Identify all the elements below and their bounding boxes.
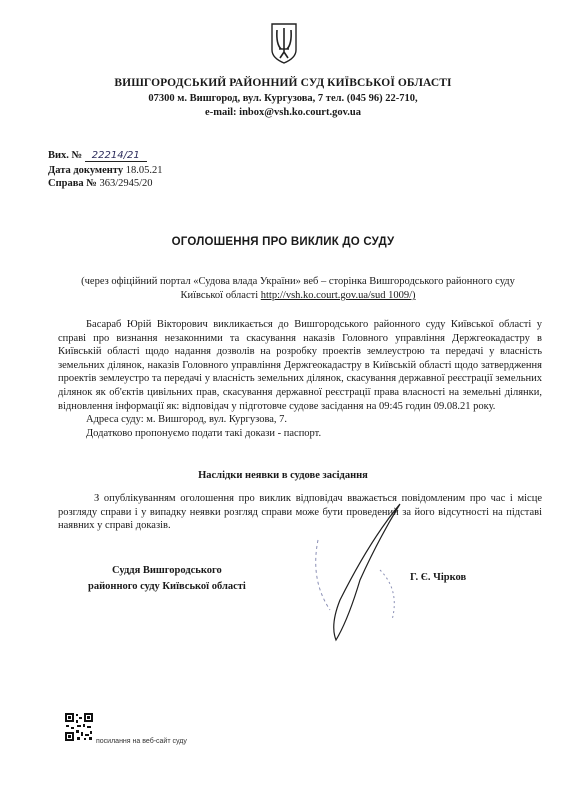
case-number-value: 363/2945/20 (99, 178, 153, 189)
court-address-paragraph: Адреса суду: м. Вишгород, вул. Кургузова, 7. (86, 414, 288, 426)
publication-note-prefix: Київської області (180, 290, 261, 301)
publication-note (60, 275, 536, 303)
document-date-label: Дата документу (48, 165, 124, 176)
qr-code-icon[interactable] (64, 712, 94, 742)
consequences-heading: Наслідки неявки в судове засідання (198, 470, 368, 481)
outgoing-number (48, 150, 147, 162)
document-date-value: 18.05.21 (125, 165, 163, 176)
publication-note-line2 (60, 289, 536, 303)
court-website-link[interactable]: http://vsh.ko.court.gov.ua/sud 1009/) (260, 290, 416, 301)
case-number-label: Справа № (48, 178, 97, 189)
court-email: e-mail: inbox@vsh.ko.court.gov.ua (205, 107, 361, 118)
case-number (48, 178, 153, 189)
consequences-paragraph: З опублікуванням оголошення про виклик відповідач вважається повідомленим про час і місце розгляду справи і у випадку неявки розгляд справи може бути проведений за його відсутності на підставі наявних у справі доказів. (58, 493, 542, 532)
court-name: ВИШГОРОДСЬКИЙ РАЙОННИЙ СУД КИЇВСЬКОЇ ОБЛАСТІ (114, 77, 452, 89)
notice-body (58, 318, 542, 440)
summons-paragraph: Басараб Юрій Вікторович викликається до Вишгородського районного суду Київської області у справі про визнання незаконними та скасування наказів Головного управління Держгеокадастру в Київській області щодо надання дозволів на розробку проектів землеустрою та передачі у власність земельних ділянок, наказів Головного управління Держгеокадастру в Київській області щодо затвердження проектів землеустро та передачі у власність земельних ділянок, скасування державної реєстрації земельних ділянок як об'єктів цивільних прав, скасування державної реєстрації права власності на земельні ділянки, відновлення інформації як: відповідач у підготовче судове засідання на 09:45 годин 09.08.21 року. (58, 319, 542, 412)
qr-caption: посилання на веб-сайт суду (96, 738, 187, 745)
outgoing-number-label: Вих. № (48, 150, 83, 161)
judge-title-line1: Суддя Вишгородського (112, 565, 222, 576)
publication-note-line1: (через офіційний портал «Судова влада України» веб – сторінка Вишгородського районного суду (81, 276, 515, 287)
court-address: 07300 м. Вишгород, вул. Кургузова, 7 тел. (045 96) 22-710, (148, 93, 418, 104)
judge-title-line2: районного суду Київської області (88, 581, 246, 592)
notice-title: ОГОЛОШЕННЯ ПРО ВИКЛИК ДО СУДУ (171, 236, 395, 248)
evidence-paragraph: Додатково пропонуємо подати такі докази - паспорт. (86, 427, 322, 439)
document-date (48, 165, 162, 176)
judge-name: Г. Є. Чірков (410, 572, 467, 583)
outgoing-number-value: 22214/21 (85, 150, 147, 162)
coat-of-arms-icon (270, 22, 298, 64)
judge-title (88, 563, 246, 595)
